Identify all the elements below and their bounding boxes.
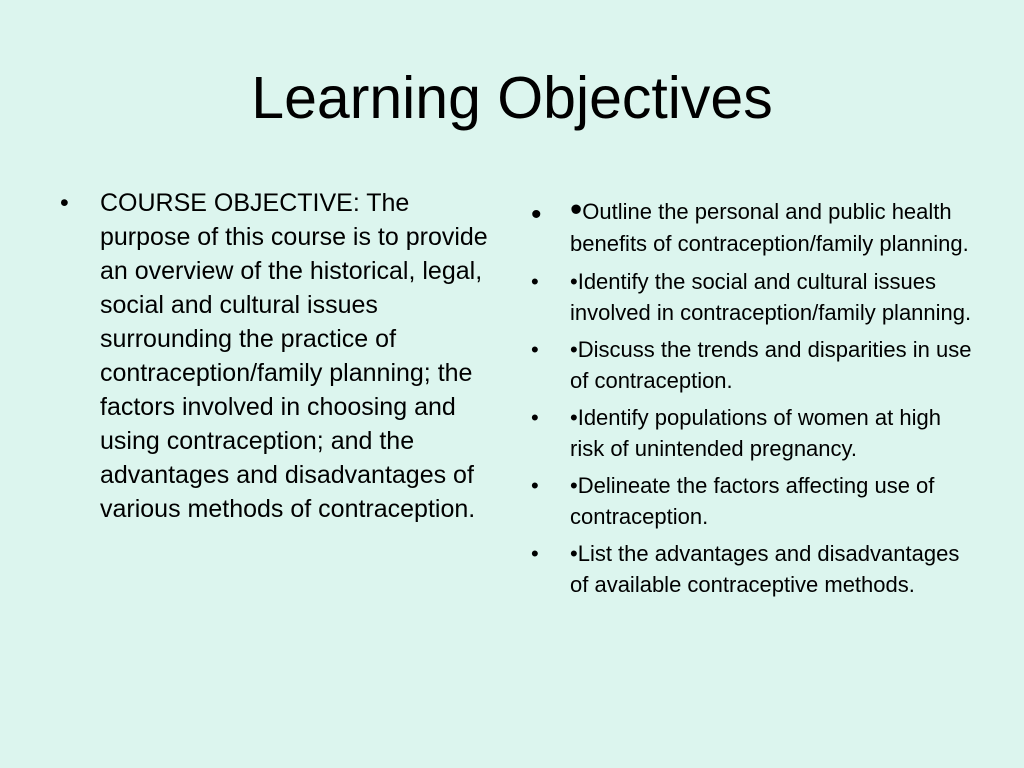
objective-item-identify-populations bbox=[531, 402, 981, 464]
slide-title: Learning Objectives bbox=[251, 65, 773, 131]
objective-text: •List the advantages and disadvantages of available contraceptive methods. bbox=[570, 541, 960, 597]
objectives-list bbox=[531, 190, 981, 606]
bullet-marker: • bbox=[60, 189, 69, 217]
objective-item-discuss-trends bbox=[531, 334, 981, 396]
bullet-marker: • bbox=[531, 337, 539, 362]
objective-item-delineate-factors bbox=[531, 470, 981, 532]
course-objective-text: COURSE OBJECTIVE: The purpose of this course is to provide an overview of the historical, legal, social and cultural issues surrounding the practice of contraception/family planning; the factors involved in choosing and using contraception; and the advantages and disadvantages of various methods of contraception. bbox=[100, 189, 488, 523]
course-objective-item bbox=[60, 186, 500, 526]
bullet-marker: • bbox=[531, 269, 539, 294]
objective-item-outline bbox=[531, 190, 981, 260]
objective-text: •Delineate the factors affecting use of contraception. bbox=[570, 473, 935, 529]
course-objective-column bbox=[60, 186, 500, 526]
objective-item-list-advantages bbox=[531, 538, 981, 600]
objective-text: •Identify the social and cultural issues involved in contraception/family planning. bbox=[570, 269, 972, 325]
bullet-marker: • bbox=[531, 405, 539, 430]
objective-item-identify-issues bbox=[531, 266, 981, 328]
objective-text: •Discuss the trends and disparities in use of contraception. bbox=[570, 337, 972, 393]
objective-text: •Identify populations of women at high risk of unintended pregnancy. bbox=[570, 405, 941, 461]
bullet-marker: • bbox=[531, 541, 539, 566]
bullet-marker: • bbox=[531, 473, 539, 498]
objective-text: Outline the personal and public health benefits of contraception/family planning. bbox=[570, 199, 969, 256]
inline-bullet-dot: • bbox=[570, 190, 583, 229]
bullet-marker: • bbox=[531, 198, 542, 231]
